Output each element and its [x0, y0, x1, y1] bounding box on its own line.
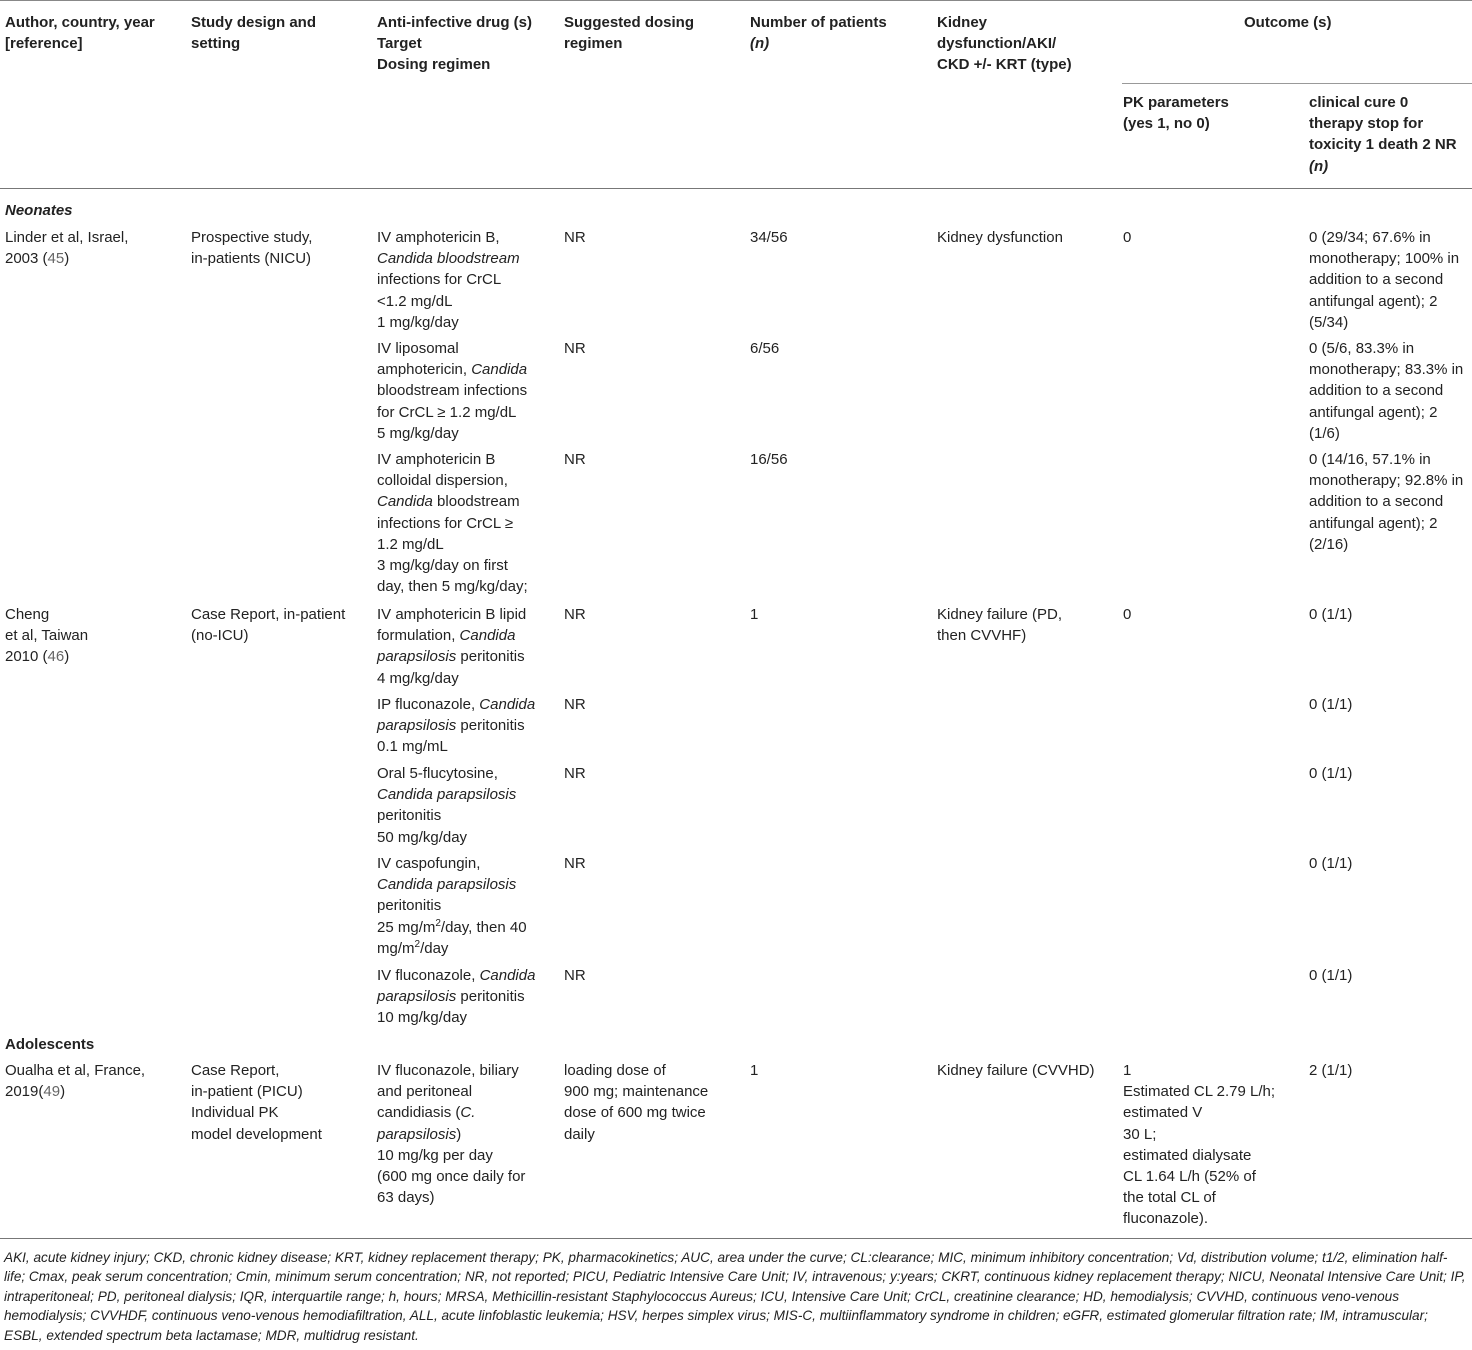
drug-linder-1: IV amphotericin B, Candida bloodstream infections for CrCL <1.2 mg/dL 1 mg/kg/day [377, 229, 520, 331]
table-footnote: AKI, acute kidney injury; CKD, chronic kidney disease; KRT, kidney replacement therapy; PK, pharmacokinetics; AUC, area under the curve; CL:clearance; MIC, minimum inhibitory concentration; Vd, distribution volume; t1/2, elimination half-life; Cmax, peak serum concentration; Cmin, minimum serum concentration; NR, not reported; PICU, Pediatric Intensive Care Unit; IV, intravenous; y:years; CKRT, continuous kidney replacement therapy; NICU, Neonatal Intensive Care Unit; IP, intraperitoneal; PD, peritoneal dialysis; IQR, interquartile range; h, hours; MRSA, Methicillin-resistant Staphylococcus Aureus; ICU, Intensive Care Unit; CrCL, creatinine clearance; HD, hemodialysis; CVVHD, continuous veno-venous hemodialysis; CVVHDF, continuous veno-venous hemodiafiltration, ALL, acute linfoblastic leukemia; HSV, herpes simplex virus; MIS-C, multiinflammatory syndrome in children; eGFR, estimated glomerular filtration rate; IM, intramuscular; ESBL, extended spectrum beta lactamase; MDR, multidrug resistant. [4, 1250, 1466, 1343]
pk-oualha: 1 Estimated CL 2.79 L/h; estimated V 30 L; estimated dialysate CL 1.64 L/h (52% of the total CL of fluconazole). [1123, 1062, 1276, 1228]
drug-cheng-3: Oral 5-flucytosine, Candida parapsilosis peritonitis 50 mg/kg/day [377, 765, 517, 846]
cure-cheng-3: 0 (1/1) [1309, 765, 1353, 782]
cure-linder-1: 0 (29/34; 67.6% in monotherapy; 100% in addition to a second antifungal agent); 2 (5/34) [1309, 229, 1460, 331]
kidney-oualha: Kidney failure (CVVHD) [937, 1062, 1095, 1079]
header-number-patients: Number of patients (n) [750, 14, 887, 53]
cure-cheng-4: 0 (1/1) [1309, 855, 1353, 872]
design-cheng: Case Report, in-patient (no-ICU) [191, 606, 346, 645]
table-bottom-rule [0, 1238, 1472, 1239]
header-clinical-cure: clinical cure 0 therapy stop for toxicity 1 death 2 NR (n) [1309, 94, 1457, 175]
header-author: Author, country, year [reference] [5, 14, 155, 53]
suggested-cheng-1: NR [564, 606, 586, 623]
table-top-rule [0, 0, 1472, 1]
reference-link[interactable]: 49 [43, 1083, 61, 1101]
section-adolescents: Adolescents [5, 1036, 95, 1053]
reference-link[interactable]: 46 [47, 648, 65, 666]
suggested-cheng-3: NR [564, 765, 586, 782]
kidney-linder: Kidney dysfunction [937, 229, 1063, 246]
design-linder: Prospective study, in-patients (NICU) [191, 229, 313, 268]
header-outcome: Outcome (s) [1244, 14, 1332, 31]
drug-cheng-2: IP fluconazole, Candida parapsilosis peritonitis 0.1 mg/mL [377, 696, 536, 756]
reference-link[interactable]: 45 [47, 250, 65, 268]
patients-linder-2: 6/56 [750, 340, 780, 357]
pk-linder: 0 [1123, 229, 1132, 246]
drug-cheng-5: IV fluconazole, Candida parapsilosis peritonitis 10 mg/kg/day [377, 967, 536, 1027]
patients-linder-3: 16/56 [750, 451, 788, 468]
suggested-oualha: loading dose of 900 mg; maintenance dose of 600 mg twice daily [564, 1062, 709, 1143]
pk-cheng: 0 [1123, 606, 1132, 623]
drug-cheng-1: IV amphotericin B lipid formulation, Candida parapsilosis peritonitis 4 mg/kg/day [377, 606, 527, 687]
suggested-linder-3: NR [564, 451, 586, 468]
drug-cheng-4: IV caspofungin, Candida parapsilosis peritonitis 25 $mg/m^2$/day, then 40 $mg/m^2$/day [377, 855, 527, 957]
cure-oualha: 2 (1/1) [1309, 1062, 1353, 1079]
author-linder: Linder et al, Israel, 2003 (45) [5, 229, 129, 268]
design-oualha: Case Report, in-patient (PICU) Individual PK model development [191, 1062, 322, 1143]
suggested-cheng-4: NR [564, 855, 586, 872]
author-cheng: Cheng et al, Taiwan 2010 (46) [5, 606, 89, 666]
suggested-linder-2: NR [564, 340, 586, 357]
section-neonates: Neonates [5, 202, 73, 219]
header-pk-parameters: PK parameters (yes 1, no 0) [1123, 94, 1229, 133]
header-kidney: Kidney dysfunction/AKI/ CKD +/- KRT (type) [937, 14, 1072, 74]
cure-linder-3: 0 (14/16, 57.1% in monotherapy; 92.8% in addition to a second antifungal agent); 2 (2/16) [1309, 451, 1464, 553]
cure-cheng-5: 0 (1/1) [1309, 967, 1353, 984]
suggested-cheng-5: NR [564, 967, 586, 984]
header-drug: Anti-infective drug (s) Target Dosing regimen [377, 14, 533, 74]
patients-linder-1: 34/56 [750, 229, 788, 246]
suggested-linder-1: NR [564, 229, 586, 246]
patients-cheng: 1 [750, 606, 759, 623]
header-suggested-dosing: Suggested dosing regimen [564, 14, 695, 53]
cure-cheng-1: 0 (1/1) [1309, 606, 1353, 623]
cure-cheng-2: 0 (1/1) [1309, 696, 1353, 713]
kidney-cheng: Kidney failure (PD, then CVVHF) [937, 606, 1063, 645]
header-bottom-rule [0, 188, 1472, 189]
outcome-subheader-rule [1122, 83, 1472, 84]
cure-linder-2: 0 (5/6, 83.3% in monotherapy; 83.3% in addition to a second antifungal agent); 2 (1/6) [1309, 340, 1464, 442]
author-oualha: Oualha et al, France, 2019(49) [5, 1062, 146, 1101]
drug-linder-3: IV amphotericin B colloidal dispersion, Candida bloodstream infections for CrCL ≥ 1.2 mg/dL 3 mg/kg/day on first day, then 5 mg/kg/day; [377, 451, 528, 596]
drug-oualha: IV fluconazole, biliary and peritoneal candidiasis (C. parapsilosis) 10 mg/kg per day (600 mg once daily for 63 days) [377, 1062, 526, 1207]
drug-linder-2: IV liposomal amphotericin, Candida bloodstream infections for CrCL ≥ 1.2 mg/dL 5 mg/kg/day [377, 340, 528, 442]
header-study-design: Study design and setting [191, 14, 317, 53]
suggested-cheng-2: NR [564, 696, 586, 713]
patients-oualha: 1 [750, 1062, 759, 1079]
